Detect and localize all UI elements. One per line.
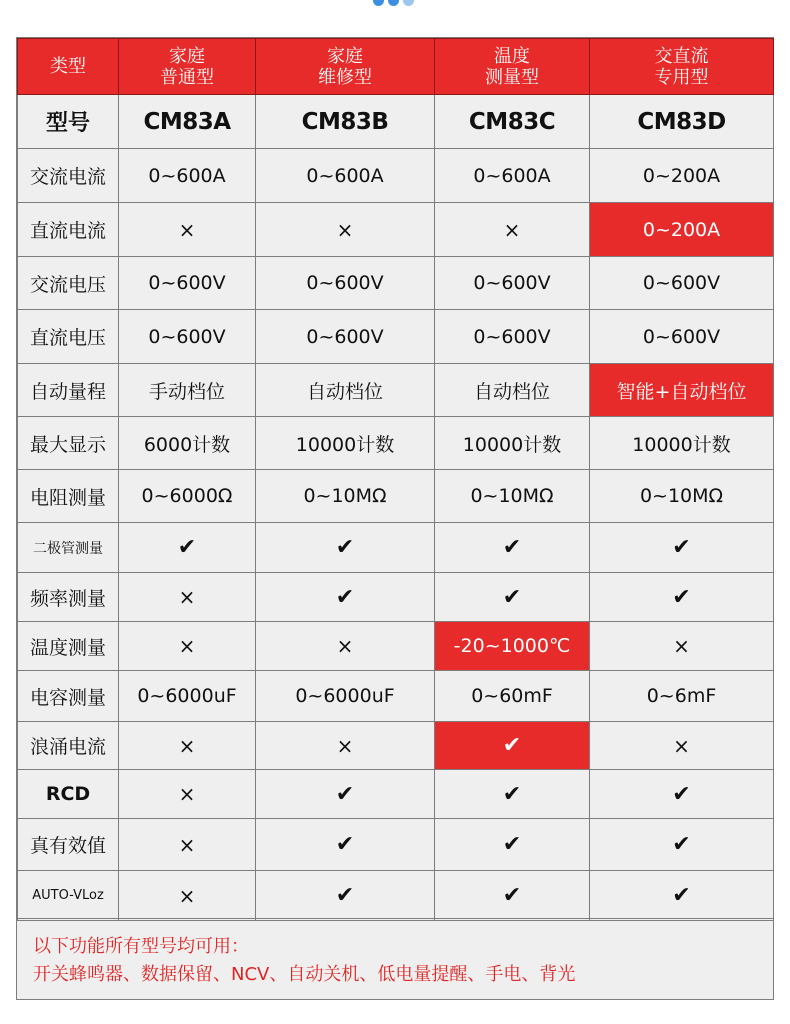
spec-value: 10000计数 xyxy=(632,433,731,456)
checkmark-icon: ✔ xyxy=(502,733,522,758)
model-label: 型号 xyxy=(18,95,119,149)
spec-row xyxy=(18,203,774,257)
spec-row-label: AUTO-VLoz xyxy=(18,871,119,921)
spec-cell xyxy=(590,722,774,770)
checkmark-icon: ✔ xyxy=(335,832,355,857)
spec-cell xyxy=(590,149,774,203)
spec-value: 0~600A xyxy=(473,164,551,187)
model-cm83a: CM83A xyxy=(119,95,256,149)
spec-row xyxy=(18,470,774,523)
spec-cell xyxy=(256,203,435,257)
checkmark-icon: ✔ xyxy=(672,584,691,610)
spec-value: 0~600V xyxy=(306,325,384,348)
spec-row-label: 真有效值 xyxy=(18,819,119,871)
spec-value: 6000计数 xyxy=(143,433,231,456)
checkmark-icon: ✔ xyxy=(672,781,691,807)
checkmark-icon: ✔ xyxy=(335,883,355,908)
spec-row xyxy=(18,149,774,203)
cross-icon: × xyxy=(178,883,196,908)
spec-value: 0~600V xyxy=(642,325,721,348)
checkmark-icon: ✔ xyxy=(672,883,691,908)
spec-row-label: 二极管测量 xyxy=(18,523,119,573)
cross-icon: × xyxy=(336,733,354,758)
spec-row-label: 最大显示 xyxy=(18,417,119,470)
checkmark-icon: ✔ xyxy=(672,535,691,560)
cross-icon: × xyxy=(336,634,354,658)
common-features-title: 以下功能所有型号均可用： xyxy=(33,936,249,957)
spec-cell xyxy=(256,310,435,364)
spec-cell xyxy=(590,770,774,819)
spec-cell xyxy=(435,622,590,671)
spec-cell xyxy=(590,364,774,417)
header-type-text: 温度 测量型 xyxy=(485,45,539,88)
cross-icon: × xyxy=(178,634,196,658)
cross-icon: × xyxy=(178,832,196,857)
checkmark-icon: ✔ xyxy=(502,584,522,610)
header-cm83a-type xyxy=(119,39,256,95)
header-row xyxy=(18,39,774,95)
spec-row xyxy=(18,770,774,819)
spec-value: 智能+自动档位 xyxy=(616,380,747,403)
common-features-list: 开关蜂鸣器、数据保留、NCV、自动关机、低电量提醒、手电、背光 xyxy=(33,964,576,985)
spec-cell xyxy=(256,149,435,203)
spec-cell xyxy=(256,722,435,770)
spec-row-label: 直流电流 xyxy=(18,203,119,257)
spec-cell xyxy=(435,310,590,364)
spec-row-label: 直流电压 xyxy=(18,310,119,364)
spec-value: 0~10MΩ xyxy=(639,485,724,507)
spec-row-label: 频率测量 xyxy=(18,573,119,622)
cross-icon: × xyxy=(178,585,196,609)
spec-cell xyxy=(256,671,435,722)
spec-value: 0~600V xyxy=(473,272,551,294)
cross-icon: × xyxy=(673,634,690,658)
spec-row xyxy=(18,722,774,770)
spec-cell xyxy=(119,364,256,417)
spec-cell xyxy=(435,573,590,622)
spec-row xyxy=(18,364,774,417)
checkmark-icon: ✔ xyxy=(177,535,197,560)
spec-value: 0~6mF xyxy=(646,685,717,707)
spec-cell xyxy=(435,523,590,573)
spec-cell xyxy=(119,871,256,921)
spec-cell xyxy=(590,470,774,523)
spec-value: 0~10MΩ xyxy=(303,485,387,507)
header-type-text: 家庭 维修型 xyxy=(318,45,372,88)
spec-row xyxy=(18,671,774,722)
checkmark-icon: ✔ xyxy=(502,832,522,857)
spec-cell xyxy=(435,149,590,203)
spec-rows xyxy=(18,149,774,921)
carousel-dot[interactable] xyxy=(403,0,414,6)
spec-cell xyxy=(119,671,256,722)
spec-row xyxy=(18,573,774,622)
spec-cell xyxy=(435,722,590,770)
spec-cell xyxy=(119,203,256,257)
spec-value: 0~600A xyxy=(148,164,226,187)
spec-cell xyxy=(590,573,774,622)
spec-value: 0~200A xyxy=(642,164,721,187)
spec-cell xyxy=(119,470,256,523)
spec-row xyxy=(18,417,774,470)
checkmark-icon: ✔ xyxy=(335,584,355,610)
spec-row-label: 自动量程 xyxy=(18,364,119,417)
spec-cell xyxy=(119,770,256,819)
spec-cell xyxy=(119,257,256,310)
spec-row xyxy=(18,523,774,573)
spec-value: 0~600A xyxy=(306,164,384,187)
spec-cell xyxy=(435,203,590,257)
spec-cell xyxy=(590,257,774,310)
common-features-note xyxy=(17,918,773,999)
spec-cell xyxy=(590,671,774,722)
spec-cell xyxy=(119,819,256,871)
cross-icon: × xyxy=(503,217,521,242)
cross-icon: × xyxy=(336,217,354,242)
spec-value: 0~6000uF xyxy=(295,685,395,707)
spec-row xyxy=(18,310,774,364)
spec-row-label: RCD xyxy=(18,770,119,819)
spec-cell xyxy=(119,149,256,203)
spec-cell xyxy=(435,819,590,871)
spec-cell xyxy=(256,819,435,871)
checkmark-icon: ✔ xyxy=(502,781,522,807)
spec-cell xyxy=(256,523,435,573)
spec-row xyxy=(18,622,774,671)
spec-cell xyxy=(256,364,435,417)
header-type-text: 交直流 专用型 xyxy=(654,45,709,88)
spec-cell xyxy=(256,257,435,310)
spec-comparison-table xyxy=(17,38,774,921)
header-type-text: 家庭 普通型 xyxy=(160,45,214,88)
header-type-label: 类型 xyxy=(18,39,119,95)
spec-value: 0~6000uF xyxy=(137,685,237,707)
spec-cell xyxy=(590,819,774,871)
spec-row-label: 电阻测量 xyxy=(18,470,119,523)
spec-row xyxy=(18,257,774,310)
spec-cell xyxy=(435,417,590,470)
spec-value: 0~60mF xyxy=(471,685,553,707)
spec-cell xyxy=(119,622,256,671)
checkmark-icon: ✔ xyxy=(502,535,522,560)
spec-cell xyxy=(119,417,256,470)
spec-value: 自动档位 xyxy=(306,380,383,403)
spec-value: 0~600V xyxy=(642,272,721,294)
spec-cell xyxy=(435,257,590,310)
spec-cell xyxy=(590,871,774,921)
spec-value: 0~200A xyxy=(642,218,721,241)
spec-value: 0~600V xyxy=(306,272,384,294)
spec-cell xyxy=(119,722,256,770)
spec-cell xyxy=(256,573,435,622)
header-cm83b-type xyxy=(256,39,435,95)
carousel-indicator[interactable] xyxy=(373,0,414,8)
checkmark-icon: ✔ xyxy=(502,883,522,908)
checkmark-icon: ✔ xyxy=(335,535,355,560)
spec-cell xyxy=(256,622,435,671)
spec-cell xyxy=(590,310,774,364)
spec-value: -20~1000℃ xyxy=(453,635,571,657)
cross-icon: × xyxy=(178,782,196,806)
spec-row xyxy=(18,871,774,921)
carousel-dot[interactable] xyxy=(373,0,384,6)
spec-cell xyxy=(256,417,435,470)
comparison-table-frame xyxy=(16,37,774,1000)
spec-cell xyxy=(435,470,590,523)
spec-cell xyxy=(435,671,590,722)
checkmark-icon: ✔ xyxy=(335,781,355,807)
spec-value: 手动档位 xyxy=(148,380,225,403)
cross-icon: × xyxy=(178,733,196,758)
spec-row-label: 交流电流 xyxy=(18,149,119,203)
spec-cell xyxy=(256,470,435,523)
header-cm83d-type xyxy=(590,39,774,95)
spec-cell xyxy=(256,770,435,819)
cross-icon: × xyxy=(178,217,196,242)
carousel-dot[interactable] xyxy=(388,0,399,6)
spec-row-label: 电容测量 xyxy=(18,671,119,722)
spec-value: 0~600V xyxy=(473,325,551,348)
model-cm83d: CM83D xyxy=(590,95,774,149)
spec-cell xyxy=(590,523,774,573)
spec-cell xyxy=(435,871,590,921)
spec-cell xyxy=(119,523,256,573)
checkmark-icon: ✔ xyxy=(672,832,691,857)
header-cm83c-type xyxy=(435,39,590,95)
spec-cell xyxy=(590,203,774,257)
spec-cell xyxy=(435,364,590,417)
spec-cell xyxy=(590,417,774,470)
spec-row-label: 温度测量 xyxy=(18,622,119,671)
spec-cell xyxy=(119,310,256,364)
model-cm83b: CM83B xyxy=(256,95,435,149)
spec-cell xyxy=(590,622,774,671)
spec-row-label: 交流电压 xyxy=(18,257,119,310)
model-row xyxy=(18,95,774,149)
spec-cell xyxy=(119,573,256,622)
spec-value: 自动档位 xyxy=(473,380,550,403)
spec-value: 0~600V xyxy=(148,325,226,348)
spec-cell xyxy=(435,770,590,819)
spec-value: 10000计数 xyxy=(462,433,562,456)
spec-value: 10000计数 xyxy=(295,433,395,456)
cross-icon: × xyxy=(673,733,690,758)
model-cm83c: CM83C xyxy=(435,95,590,149)
spec-cell xyxy=(256,871,435,921)
spec-value: 0~10MΩ xyxy=(470,485,554,507)
spec-row-label: 浪涌电流 xyxy=(18,722,119,770)
spec-value: 0~600V xyxy=(148,272,226,294)
spec-value: 0~6000Ω xyxy=(141,485,233,507)
spec-row xyxy=(18,819,774,871)
